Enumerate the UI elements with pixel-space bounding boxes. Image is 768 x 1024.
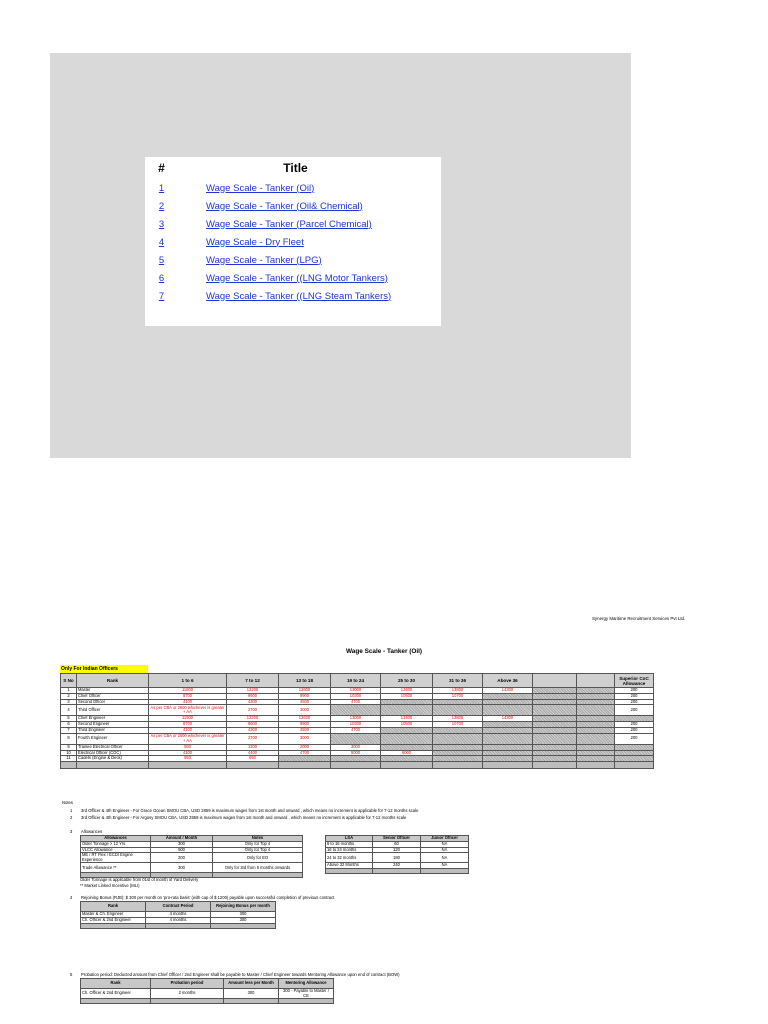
wage-value-cell: 6000 xyxy=(381,750,433,756)
column-header: S No xyxy=(61,674,77,688)
wage-value-cell: 4100 xyxy=(149,699,227,705)
note-text: 3rd Officer & 4th Engineer - For Grace Ocean SMOU CBA, USD 2859 is maximum wages from 1st month and onward , which means no increment is applicable for 7-12 months scale xyxy=(81,808,419,813)
index-link-title[interactable]: Wage Scale - Tanker ((LNG Steam Tankers) xyxy=(206,290,392,302)
table-cell: ME / RT Flex / ECDI Engine Experience xyxy=(81,853,151,863)
table-cell: Above 32 Months xyxy=(326,863,373,869)
rank-cell: Trainee Electrical Officer xyxy=(77,744,149,750)
footer-cell xyxy=(81,923,146,928)
table-cell: 300 xyxy=(211,912,276,918)
index-row[interactable] xyxy=(145,287,441,305)
wage-value-cell: 4700 xyxy=(279,750,331,756)
wage-value-cell: 10300 xyxy=(331,722,381,728)
footer-cell xyxy=(149,762,227,769)
table-row xyxy=(81,989,334,999)
note-number: 4 xyxy=(70,895,73,900)
column-header: Rank xyxy=(81,902,146,912)
wage-value-cell: 13000 xyxy=(331,716,381,722)
note-number: 5 xyxy=(70,972,73,977)
allowances-label: Allowances xyxy=(81,829,103,834)
wage-value-cell: 4100 xyxy=(149,727,227,733)
sno-cell: 5 xyxy=(61,716,77,722)
footer-cell xyxy=(211,923,276,928)
spacer-cell xyxy=(577,705,615,716)
wage-value-cell: 9900 xyxy=(279,722,331,728)
wage-value-cell xyxy=(483,705,533,716)
column-header: Notes xyxy=(213,836,303,842)
coc-cell: 200 xyxy=(615,727,654,733)
notes-label: Notes xyxy=(62,800,73,805)
index-link-num[interactable]: 6 xyxy=(158,272,165,284)
company-name: Synergy Maritime Recruitment Services Pvt Ltd. xyxy=(592,616,686,621)
column-header: 7 to 12 xyxy=(227,674,279,688)
table-cell: Only for EO xyxy=(213,853,303,863)
footer-cell xyxy=(331,762,381,769)
probation-table xyxy=(80,978,334,1004)
column-header: Rank xyxy=(77,674,149,688)
allowances-footnote: ** Market Linked Incentive (MLI) xyxy=(80,883,140,888)
footer-cell xyxy=(227,762,279,769)
footer-cell xyxy=(151,999,224,1004)
footer-cell xyxy=(577,762,615,769)
sno-cell: 9 xyxy=(61,744,77,750)
sno-cell: 4 xyxy=(61,705,77,716)
wage-value-cell: 12200 xyxy=(227,688,279,694)
wage-value-cell: 9600 xyxy=(227,693,279,699)
table-cell: 16 to 24 months xyxy=(326,847,373,853)
coc-cell: 200 xyxy=(615,733,654,744)
index-row[interactable] xyxy=(145,179,441,197)
sno-cell: 2 xyxy=(61,693,77,699)
wage-value-cell: 8700 xyxy=(149,722,227,728)
table-cell: 4 months xyxy=(146,917,211,923)
wage-scale-title: Wage Scale - Tanker (Oil) xyxy=(346,648,422,655)
rank-cell: Second Officer xyxy=(77,699,149,705)
index-row[interactable] xyxy=(145,233,441,251)
column-header: Senior Officer xyxy=(373,836,421,842)
wage-table-header xyxy=(61,674,654,688)
column-header xyxy=(533,674,577,688)
rank-cell: Master xyxy=(77,688,149,694)
coc-cell: 200 xyxy=(615,693,654,699)
table-cell: Ch. Officer & 2nd Engineer xyxy=(81,989,151,999)
table-row xyxy=(326,863,469,869)
coc-cell: 200 xyxy=(615,705,654,716)
column-header: 31 to 36 xyxy=(433,674,483,688)
footer-cell xyxy=(533,762,577,769)
table-cell: 180 xyxy=(373,853,421,863)
index-link-num[interactable]: 3 xyxy=(158,218,165,230)
column-header: 1 to 6 xyxy=(149,674,227,688)
index-footer xyxy=(145,305,441,326)
column-header: Junior Officer xyxy=(421,836,469,842)
table-row xyxy=(81,912,276,918)
column-header: 13 to 18 xyxy=(279,674,331,688)
wage-value-cell: 3000 xyxy=(331,744,381,750)
rejoining-header xyxy=(81,902,276,912)
table-cell: 240 xyxy=(373,863,421,869)
index-row[interactable] xyxy=(145,269,441,287)
footer-cell xyxy=(213,873,303,878)
wage-value-cell: 2700 xyxy=(227,733,279,744)
allowances-table xyxy=(80,835,303,878)
wage-value-cell: 3000 xyxy=(279,705,331,716)
footer-cell xyxy=(381,762,433,769)
wage-value-cell: 4100 xyxy=(149,750,227,756)
wage-value-cell: 550 xyxy=(149,756,227,762)
footer-cell xyxy=(373,869,421,874)
wage-value-cell xyxy=(331,705,381,716)
table-cell: 300 xyxy=(151,863,213,873)
wage-value-cell: 10700 xyxy=(433,722,483,728)
column-header: Allowances xyxy=(81,836,151,842)
column-header: 25 to 30 xyxy=(381,674,433,688)
index-header-title: Title xyxy=(283,161,308,175)
wage-value-cell: 4700 xyxy=(331,727,381,733)
wage-value-cell: 10500 xyxy=(381,693,433,699)
column-header: Mentoring Allowance xyxy=(279,979,334,989)
index-link-title[interactable]: Wage Scale - Tanker (Oil& Chemical) xyxy=(206,200,363,212)
table-cell: NA xyxy=(421,853,469,863)
column-header: Amount less per Month xyxy=(224,979,279,989)
wage-value-cell: 4500 xyxy=(279,699,331,705)
table-cell: 300 xyxy=(151,841,213,847)
index-link-title[interactable]: Wage Scale - Tanker (Parcel Chemical) xyxy=(206,218,372,230)
table-cell: 300 xyxy=(211,917,276,923)
table-cell: 24 to 32 months xyxy=(326,853,373,863)
table-cell: Only for 3rd from 6 months onwards xyxy=(213,863,303,873)
rank-cell: Chief Engineer xyxy=(77,716,149,722)
table-cell: Master & Ch. Engineer xyxy=(81,912,146,918)
wage-value-cell: 10300 xyxy=(331,693,381,699)
wage-value-cell: 8700 xyxy=(149,693,227,699)
sno-cell: 8 xyxy=(61,733,77,744)
note-number: 3 xyxy=(70,829,73,834)
index-link-num[interactable]: 4 xyxy=(158,236,165,248)
sno-cell: 3 xyxy=(61,699,77,705)
table-cell: 60 xyxy=(373,841,421,847)
index-header-num: # xyxy=(158,161,165,175)
footer-cell xyxy=(615,762,654,769)
index-link-num[interactable]: 2 xyxy=(158,200,165,212)
table-row xyxy=(326,847,469,853)
table-cell: 200 xyxy=(151,853,213,863)
spacer-cell xyxy=(533,733,577,744)
table-cell: 120 xyxy=(373,847,421,853)
sno-cell: 1 xyxy=(61,688,77,694)
table-cell: Older Tonnage > 12 Yrs. xyxy=(81,841,151,847)
wage-value-cell: As per CBA or 2600 whichever is greater + AA xyxy=(149,705,227,716)
probation-text: Probation period: Deducted amount from Chief Officer / 2nd Engineer shall be payable to Master / Chief Engineer towards Mentoring Allowance upon end of contract (BOW) xyxy=(81,972,400,977)
wage-value-cell: 4300 xyxy=(227,699,279,705)
wage-value-cell: 10700 xyxy=(433,693,483,699)
table-footer-row xyxy=(81,923,276,928)
table-cell: NA xyxy=(421,847,469,853)
wage-value-cell: 12600 xyxy=(279,688,331,694)
indian-officers-label: Only For Indian Officers xyxy=(60,665,148,673)
index-link-title[interactable]: Wage Scale - Dry Fleet xyxy=(206,236,304,248)
index-header xyxy=(145,157,441,179)
wage-value-cell: 4700 xyxy=(331,699,381,705)
footer-cell xyxy=(146,923,211,928)
table-cell: Trade Allowance ** xyxy=(81,863,151,873)
table-cell: 300 - Payable to Master / CE xyxy=(279,989,334,999)
rank-cell: Third Engineer xyxy=(77,727,149,733)
wage-value-cell: 9600 xyxy=(227,722,279,728)
wage-value-cell: 14300 xyxy=(483,716,533,722)
sno-cell: 11 xyxy=(61,756,77,762)
index-row[interactable] xyxy=(145,197,441,215)
wage-value-cell xyxy=(483,733,533,744)
rejoining-text: Rejoining Bonus (RJB): $ 300 per month on 'pro-rata basis' (with cap of $ 1200) payable upon successful completion of previous contract xyxy=(81,895,335,900)
wage-value-cell: 4400 xyxy=(227,750,279,756)
wage-value-cell: 9900 xyxy=(279,693,331,699)
footer-cell xyxy=(279,762,331,769)
wage-value-cell: 4500 xyxy=(279,727,331,733)
sno-cell: 10 xyxy=(61,750,77,756)
table-row xyxy=(81,917,276,923)
index-link-num[interactable]: 1 xyxy=(158,182,165,194)
table-cell: 8 to 16 months xyxy=(326,841,373,847)
table-cell: 300 xyxy=(224,989,279,999)
wage-value-cell: 2000 xyxy=(279,744,331,750)
footer-cell xyxy=(326,869,373,874)
column-header xyxy=(577,674,615,688)
wage-value-cell: As per CBA or 2600 whichever is greater + AA xyxy=(149,733,227,744)
table-row xyxy=(61,733,654,744)
wage-value-cell: 11800 xyxy=(149,688,227,694)
wage-value-cell: 13400 xyxy=(381,716,433,722)
index-link-title[interactable]: Wage Scale - Tanker ((LNG Motor Tankers) xyxy=(206,272,388,284)
wage-value-cell: 550 xyxy=(149,744,227,750)
wage-value-cell: 3000 xyxy=(279,733,331,744)
footer-cell xyxy=(483,762,533,769)
footer-cell xyxy=(433,762,483,769)
index-link-title[interactable]: Wage Scale - Tanker (LPG) xyxy=(206,254,322,266)
sno-cell: 7 xyxy=(61,727,77,733)
coc-cell: 200 xyxy=(615,688,654,694)
sno-cell: 6 xyxy=(61,722,77,728)
index-link-num[interactable]: 7 xyxy=(158,290,165,302)
wage-value-cell: 13800 xyxy=(433,688,483,694)
wage-value-cell: 11800 xyxy=(149,716,227,722)
rank-cell: Second Engineer xyxy=(77,722,149,728)
column-header: Rank xyxy=(81,979,151,989)
wage-value-cell xyxy=(331,733,381,744)
table-row xyxy=(81,863,303,873)
column-header: Above 36 xyxy=(483,674,533,688)
wage-value-cell: 650 xyxy=(227,756,279,762)
column-header: 19 to 24 xyxy=(331,674,381,688)
note-number: 2 xyxy=(70,815,73,820)
index-row[interactable] xyxy=(145,251,441,269)
note-number: 1 xyxy=(70,808,73,813)
column-header: Probation period xyxy=(151,979,224,989)
index-link-num[interactable]: 5 xyxy=(158,254,165,266)
column-header: Rejoining Bonus per month xyxy=(211,902,276,912)
index-table xyxy=(145,157,441,326)
lsa-header xyxy=(326,836,469,842)
table-cell: VLCC Allowance xyxy=(81,847,151,853)
table-cell: NA xyxy=(421,863,469,869)
wage-value-cell: 13400 xyxy=(381,688,433,694)
wage-value-cell xyxy=(433,705,483,716)
table-footer-row xyxy=(61,762,654,769)
index-link-title[interactable]: Wage Scale - Tanker (Oil) xyxy=(206,182,315,194)
wage-value-cell xyxy=(381,705,433,716)
spacer-cell xyxy=(533,705,577,716)
wage-value-cell xyxy=(433,733,483,744)
probation-header xyxy=(81,979,334,989)
footer-cell xyxy=(224,999,279,1004)
table-cell: 4 months xyxy=(146,912,211,918)
table-row xyxy=(61,705,654,716)
table-cell: 500 xyxy=(151,847,213,853)
coc-cell: 200 xyxy=(615,722,654,728)
table-cell: Ch. Officer & 2nd Engineer xyxy=(81,917,146,923)
footer-cell xyxy=(77,762,149,769)
wage-value-cell: 10500 xyxy=(381,722,433,728)
wage-table xyxy=(60,673,654,769)
wage-value-cell: 14300 xyxy=(483,688,533,694)
spacer-cell xyxy=(577,733,615,744)
allowances-footnote: Older Tonnage is applicable from 01st of month of Yard Delivery xyxy=(80,877,199,882)
coc-cell: 200 xyxy=(615,699,654,705)
footer-cell xyxy=(81,999,151,1004)
index-row[interactable] xyxy=(145,215,441,233)
wage-value-cell: 12200 xyxy=(227,716,279,722)
footer-cell xyxy=(279,999,334,1004)
wage-value-cell: 5000 xyxy=(331,750,381,756)
table-row xyxy=(81,853,303,863)
wage-value-cell: 1200 xyxy=(227,744,279,750)
table-cell: NA xyxy=(421,841,469,847)
footer-cell xyxy=(421,869,469,874)
column-header: Superior CoC Allowance xyxy=(615,674,654,688)
table-cell: Only for Top 4 xyxy=(213,847,303,853)
wage-value-cell: 13800 xyxy=(433,716,483,722)
table-footer-row xyxy=(81,999,334,1004)
rank-cell: Third Officer xyxy=(77,705,149,716)
index-sheet xyxy=(50,53,631,458)
rank-cell: Fourth Engineer xyxy=(77,733,149,744)
wage-value-cell: 13000 xyxy=(331,688,381,694)
lsa-table xyxy=(325,835,469,874)
column-header: Amount / Month xyxy=(151,836,213,842)
footer-cell xyxy=(61,762,77,769)
column-header: LSA xyxy=(326,836,373,842)
wage-value-cell xyxy=(381,733,433,744)
wage-value-cell: 2700 xyxy=(227,705,279,716)
wage-value-cell: 12600 xyxy=(279,716,331,722)
wage-value-cell: 4300 xyxy=(227,727,279,733)
rank-cell: Chief Officer xyxy=(77,693,149,699)
rank-cell: Cadets (Engine & Deck) xyxy=(77,756,149,762)
table-cell: 2 months xyxy=(151,989,224,999)
rejoining-table xyxy=(80,901,276,929)
column-header: Contract Period xyxy=(146,902,211,912)
rank-cell: Electrical Officer (COC) xyxy=(77,750,149,756)
note-text: 3rd Officer & 4th Engineer - For Argosy SMOU CBA, USD 2859 is maximum wages from 1st month and onward , which means no increment is applicable for 7-12 months scale xyxy=(81,815,407,820)
table-footer-row xyxy=(326,869,469,874)
table-row xyxy=(326,841,469,847)
table-row xyxy=(326,853,469,863)
table-cell: Only for Top 4 xyxy=(213,841,303,847)
